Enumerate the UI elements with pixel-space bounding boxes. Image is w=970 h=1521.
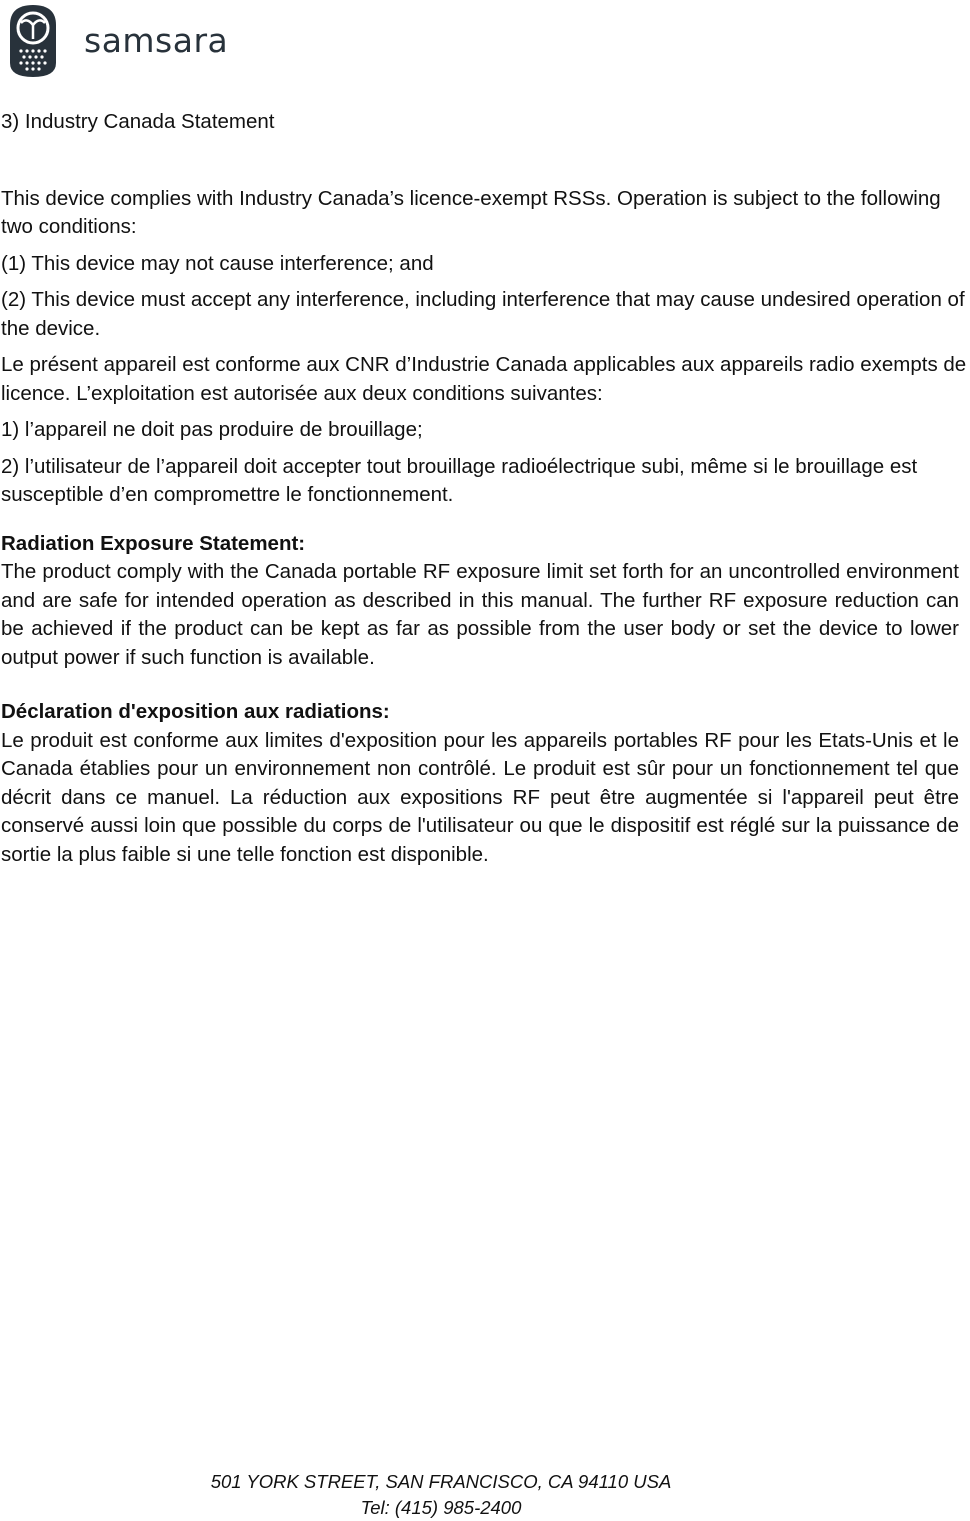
declaration-title: Déclaration d'exposition aux radiations:: [1, 700, 390, 723]
owl-logo-icon: [4, 1, 62, 81]
paragraph: (2) This device must accept any interference, including interference that may cause undesired operation of the device.: [1, 288, 965, 340]
spacer: [1, 672, 969, 698]
footer: [0, 1469, 882, 1521]
paragraph: This device complies with Industry Canada’s licence-exempt RSSs. Operation is subject to the following two conditions:: [1, 186, 941, 238]
footer-tel: Tel: (415) 985-2400: [360, 1497, 522, 1518]
document-body: [1, 108, 969, 869]
section-heading: 3) Industry Canada Statement: [1, 110, 275, 133]
paragraph: 1) l’appareil ne doit pas produire de brouillage;: [1, 418, 423, 441]
radiation-title: Radiation Exposure Statement:: [1, 531, 306, 555]
footer-address: 501 YORK STREET, SAN FRANCISCO, CA 94110 USA: [210, 1471, 672, 1492]
paragraph: Le présent appareil est conforme aux CNR d’Industrie Canada applicables aux appareils radio exempts de licence. L’exploitation est autorisée aux deux conditions suivantes:: [1, 353, 967, 405]
declaration-body: Le produit est conforme aux limites d'exposition pour les appareils portables RF pour les Etats-Unis et le Canada établies pour un environnement non contrôlé. Le produit est sûr pour un fonctionnement tel que décrit dans ce manuel. La réduction aux expositions RF peut être augmentée si l'appareil peut être conservé aussi loin que possible du corps de l'utilisateur ou que le dispositif est réglé sur la puissance de sortie la plus faible si une telle fonction est disponible.: [1, 728, 959, 866]
logo-wordmark: samsara: [84, 20, 229, 60]
paragraph: (1) This device may not cause interference; and: [1, 251, 434, 275]
paragraph: 2) l’utilisateur de l’appareil doit accepter tout brouillage radioélectrique subi, même si le brouillage est susceptible d’en compromettre le fonctionnement.: [1, 454, 918, 506]
samsara-logo: [4, 1, 228, 81]
radiation-body: The product comply with the Canada portable RF exposure limit set forth for an uncontrolled environment and are safe for intended operation as described in this manual. The further RF exposure reduction can be achieved if the product can be kept as far as possible from the user body or set the device to lower output power if such function is available.: [1, 560, 959, 669]
